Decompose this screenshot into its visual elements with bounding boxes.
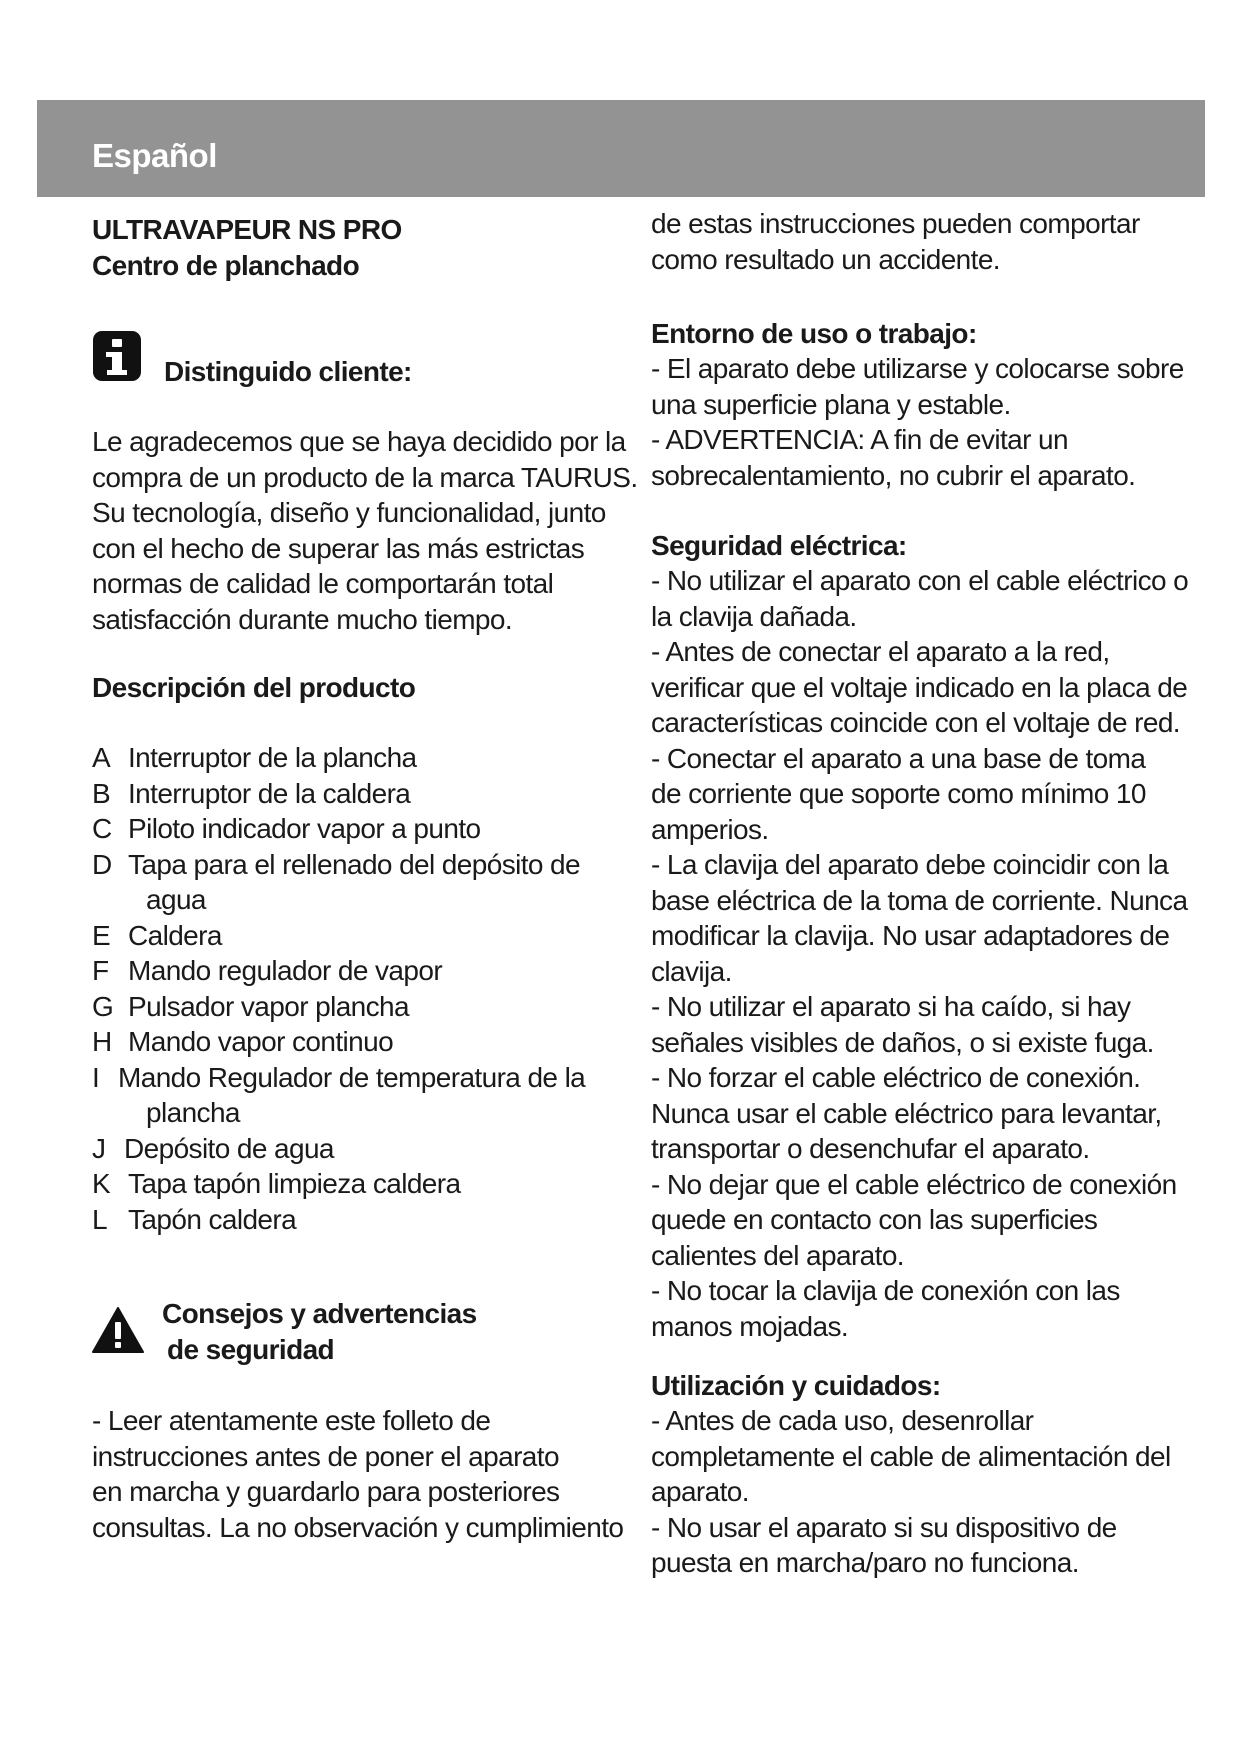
usage-title: Utilización y cuidados: xyxy=(651,1370,941,1401)
part-letter: G xyxy=(92,990,114,1022)
intro-line: Su tecnología, diseño y funcionalidad, junto xyxy=(92,497,606,528)
list-item xyxy=(92,1131,585,1167)
electrical-line: transportar o desenchufar el aparato. xyxy=(651,1133,1090,1164)
list-item xyxy=(92,1024,585,1060)
electrical-title: Seguridad eléctrica: xyxy=(651,530,907,561)
electrical-line: - Conectar el aparato a una base de toma xyxy=(651,742,1146,774)
part-text: Interruptor de la plancha xyxy=(128,742,417,773)
environment-line: - ADVERTENCIA: A fin de evitar un xyxy=(651,424,1068,455)
part-letter: C xyxy=(92,813,112,844)
environment-line: - El aparato debe utilizarse y colocarse sobre xyxy=(651,353,1184,384)
part-text: Tapón caldera xyxy=(128,1203,297,1235)
usage-paragraph xyxy=(651,1403,1171,1581)
electrical-line: quede en contacto con las superficies xyxy=(651,1204,1098,1235)
safety-line: en marcha y guardarlo para posteriores xyxy=(92,1476,560,1507)
intro-line: con el hecho de superar las más estrictas xyxy=(92,532,585,564)
part-text-cont: agua xyxy=(146,884,206,915)
electrical-line: modificar la clavija. No usar adaptadores de xyxy=(651,920,1170,951)
intro-line: compra de un producto de la marca TAURUS. xyxy=(92,461,638,493)
safety-line: - Leer atentamente este folleto de xyxy=(92,1405,491,1436)
safety-line: consultas. La no observación y cumplimiento xyxy=(92,1511,624,1543)
part-letter: B xyxy=(92,777,111,809)
intro-paragraph xyxy=(92,424,638,637)
electrical-line: - No forzar el cable eléctrico de conexión. xyxy=(651,1062,1141,1093)
electrical-line: calientes del aparato. xyxy=(651,1239,904,1271)
list-item xyxy=(92,847,585,918)
part-letter: I xyxy=(92,1061,100,1093)
part-text: Caldera xyxy=(128,919,222,951)
electrical-line: características coincide con el voltaje de red. xyxy=(651,707,1180,738)
electrical-line: - No tocar la clavija de conexión con las xyxy=(651,1275,1120,1306)
continuation-paragraph xyxy=(651,206,1140,277)
safety-title-line: de seguridad xyxy=(167,1333,335,1365)
intro-line: satisfacción durante mucho tiempo. xyxy=(92,603,513,635)
list-item xyxy=(92,740,585,776)
electrical-line: base eléctrica de la toma de corriente. Nunca xyxy=(651,884,1188,916)
list-item xyxy=(92,989,585,1025)
info-icon xyxy=(92,330,142,382)
environment-paragraph xyxy=(651,351,1184,493)
part-letter: L xyxy=(92,1203,107,1235)
usage-line: aparato. xyxy=(651,1476,749,1507)
list-item xyxy=(92,811,585,847)
usage-line: - Antes de cada uso, desenrollar xyxy=(651,1405,1034,1436)
electrical-line: - No dejar que el cable eléctrico de conexión xyxy=(651,1168,1177,1200)
part-letter: H xyxy=(92,1026,112,1057)
part-text: Pulsador vapor plancha xyxy=(128,990,409,1022)
list-item xyxy=(92,776,585,812)
safety-title-line: Consejos y advertencias xyxy=(162,1298,477,1329)
product-heading xyxy=(92,212,402,283)
greeting: Distinguido cliente: xyxy=(164,356,412,387)
electrical-line: señales visibles de daños, o si existe fuga. xyxy=(651,1026,1154,1058)
part-text: Tapa tapón limpieza caldera xyxy=(128,1168,461,1199)
part-text: Piloto indicador vapor a punto xyxy=(128,813,481,844)
part-letter: J xyxy=(92,1132,106,1164)
electrical-line: - La clavija del aparato debe coincidir con la xyxy=(651,849,1169,880)
electrical-line: de corriente que soporte como mínimo 10 xyxy=(651,778,1146,809)
part-letter: E xyxy=(92,919,111,951)
part-text-cont: plancha xyxy=(146,1097,240,1128)
usage-line: completamente el cable de alimentación del xyxy=(651,1440,1171,1472)
electrical-line: la clavija dañada. xyxy=(651,600,857,632)
electrical-line: verificar que el voltaje indicado en la placa de xyxy=(651,671,1188,703)
part-text: Interruptor de la caldera xyxy=(128,777,411,809)
description-title: Descripción del producto xyxy=(92,672,416,703)
part-letter: A xyxy=(92,742,111,773)
part-text: Tapa para el rellenado del depósito de xyxy=(128,848,580,880)
part-text: Mando Regulador de temperatura de la xyxy=(118,1061,586,1093)
intro-line: Le agradecemos que se haya decidido por la xyxy=(92,426,626,457)
parts-list xyxy=(92,740,585,1237)
part-text: Mando vapor continuo xyxy=(128,1026,394,1057)
usage-line: puesta en marcha/paro no funciona. xyxy=(651,1547,1079,1578)
part-letter: K xyxy=(92,1168,111,1199)
safety-paragraph xyxy=(92,1403,623,1545)
safety-line: instrucciones antes de poner el aparato xyxy=(92,1440,559,1472)
language-label: Español xyxy=(92,137,217,174)
list-item xyxy=(92,953,585,989)
electrical-line: manos mojadas. xyxy=(651,1310,849,1342)
safety-title xyxy=(162,1296,477,1367)
electrical-line: - No utilizar el aparato con el cable eléctrico o xyxy=(651,565,1189,596)
electrical-line: - Antes de conectar el aparato a la red, xyxy=(651,636,1110,667)
warning-icon xyxy=(92,1306,144,1354)
product-name: ULTRAVAPEUR NS PRO xyxy=(92,214,402,245)
continuation-line: de estas instrucciones pueden comportar xyxy=(651,208,1140,239)
usage-line: - No usar el aparato si su dispositivo de xyxy=(651,1511,1117,1543)
environment-line: sobrecalentamiento, no cubrir el aparato. xyxy=(651,459,1136,491)
list-item xyxy=(92,1060,585,1131)
part-text: Depósito de agua xyxy=(124,1132,334,1164)
part-letter: D xyxy=(92,848,112,880)
electrical-paragraph xyxy=(651,563,1188,1344)
environment-line: una superficie plana y estable. xyxy=(651,388,1011,420)
list-item xyxy=(92,1166,585,1202)
electrical-line: clavija. xyxy=(651,955,732,987)
product-type: Centro de planchado xyxy=(92,249,360,281)
list-item xyxy=(92,1202,585,1238)
language-header-bar xyxy=(37,100,1205,197)
electrical-line: - No utilizar el aparato si ha caído, si hay xyxy=(651,991,1131,1022)
electrical-line: Nunca usar el cable eléctrico para levantar, xyxy=(651,1097,1162,1129)
intro-line: normas de calidad le comportarán total xyxy=(92,568,554,599)
part-text: Mando regulador de vapor xyxy=(128,955,443,986)
environment-title: Entorno de uso o trabajo: xyxy=(651,318,977,349)
electrical-line: amperios. xyxy=(651,813,769,845)
continuation-line: como resultado un accidente. xyxy=(651,243,1000,275)
list-item xyxy=(92,918,585,954)
part-letter: F xyxy=(92,955,109,986)
